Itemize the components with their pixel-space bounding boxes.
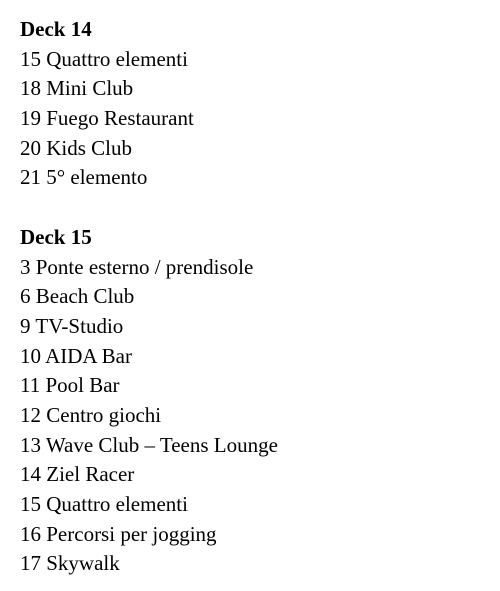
list-item: 9 TV-Studio bbox=[20, 313, 124, 338]
list-item: 18 Mini Club bbox=[20, 76, 134, 101]
deck-heading: Deck 14 bbox=[20, 17, 92, 41]
list-item: 16 Percorsi per jogging bbox=[20, 521, 217, 546]
deck-15-section bbox=[20, 223, 490, 579]
list-item: 14 Ziel Racer bbox=[20, 462, 135, 487]
list-item: 3 Ponte esterno / prendisole bbox=[20, 254, 254, 279]
list-item: 12 Centro giochi bbox=[20, 402, 162, 427]
list-item: 6 Beach Club bbox=[20, 284, 135, 309]
deck-heading: Deck 15 bbox=[20, 224, 92, 249]
list-item: 15 Quattro elementi bbox=[20, 492, 188, 516]
list-item: 21 5° elemento bbox=[20, 165, 148, 190]
deck-directory bbox=[20, 15, 490, 579]
list-item: 11 Pool Bar bbox=[20, 373, 120, 398]
list-item: 19 Fuego Restaurant bbox=[20, 106, 194, 131]
list-item: 17 Skywalk bbox=[20, 551, 120, 576]
list-item: 15 Quattro elementi bbox=[20, 46, 188, 71]
list-item: 10 AIDA Bar bbox=[20, 343, 132, 368]
list-item: 13 Wave Club – Teens Lounge bbox=[20, 432, 278, 457]
list-item: 20 Kids Club bbox=[20, 135, 133, 160]
deck-14-section bbox=[20, 15, 490, 193]
